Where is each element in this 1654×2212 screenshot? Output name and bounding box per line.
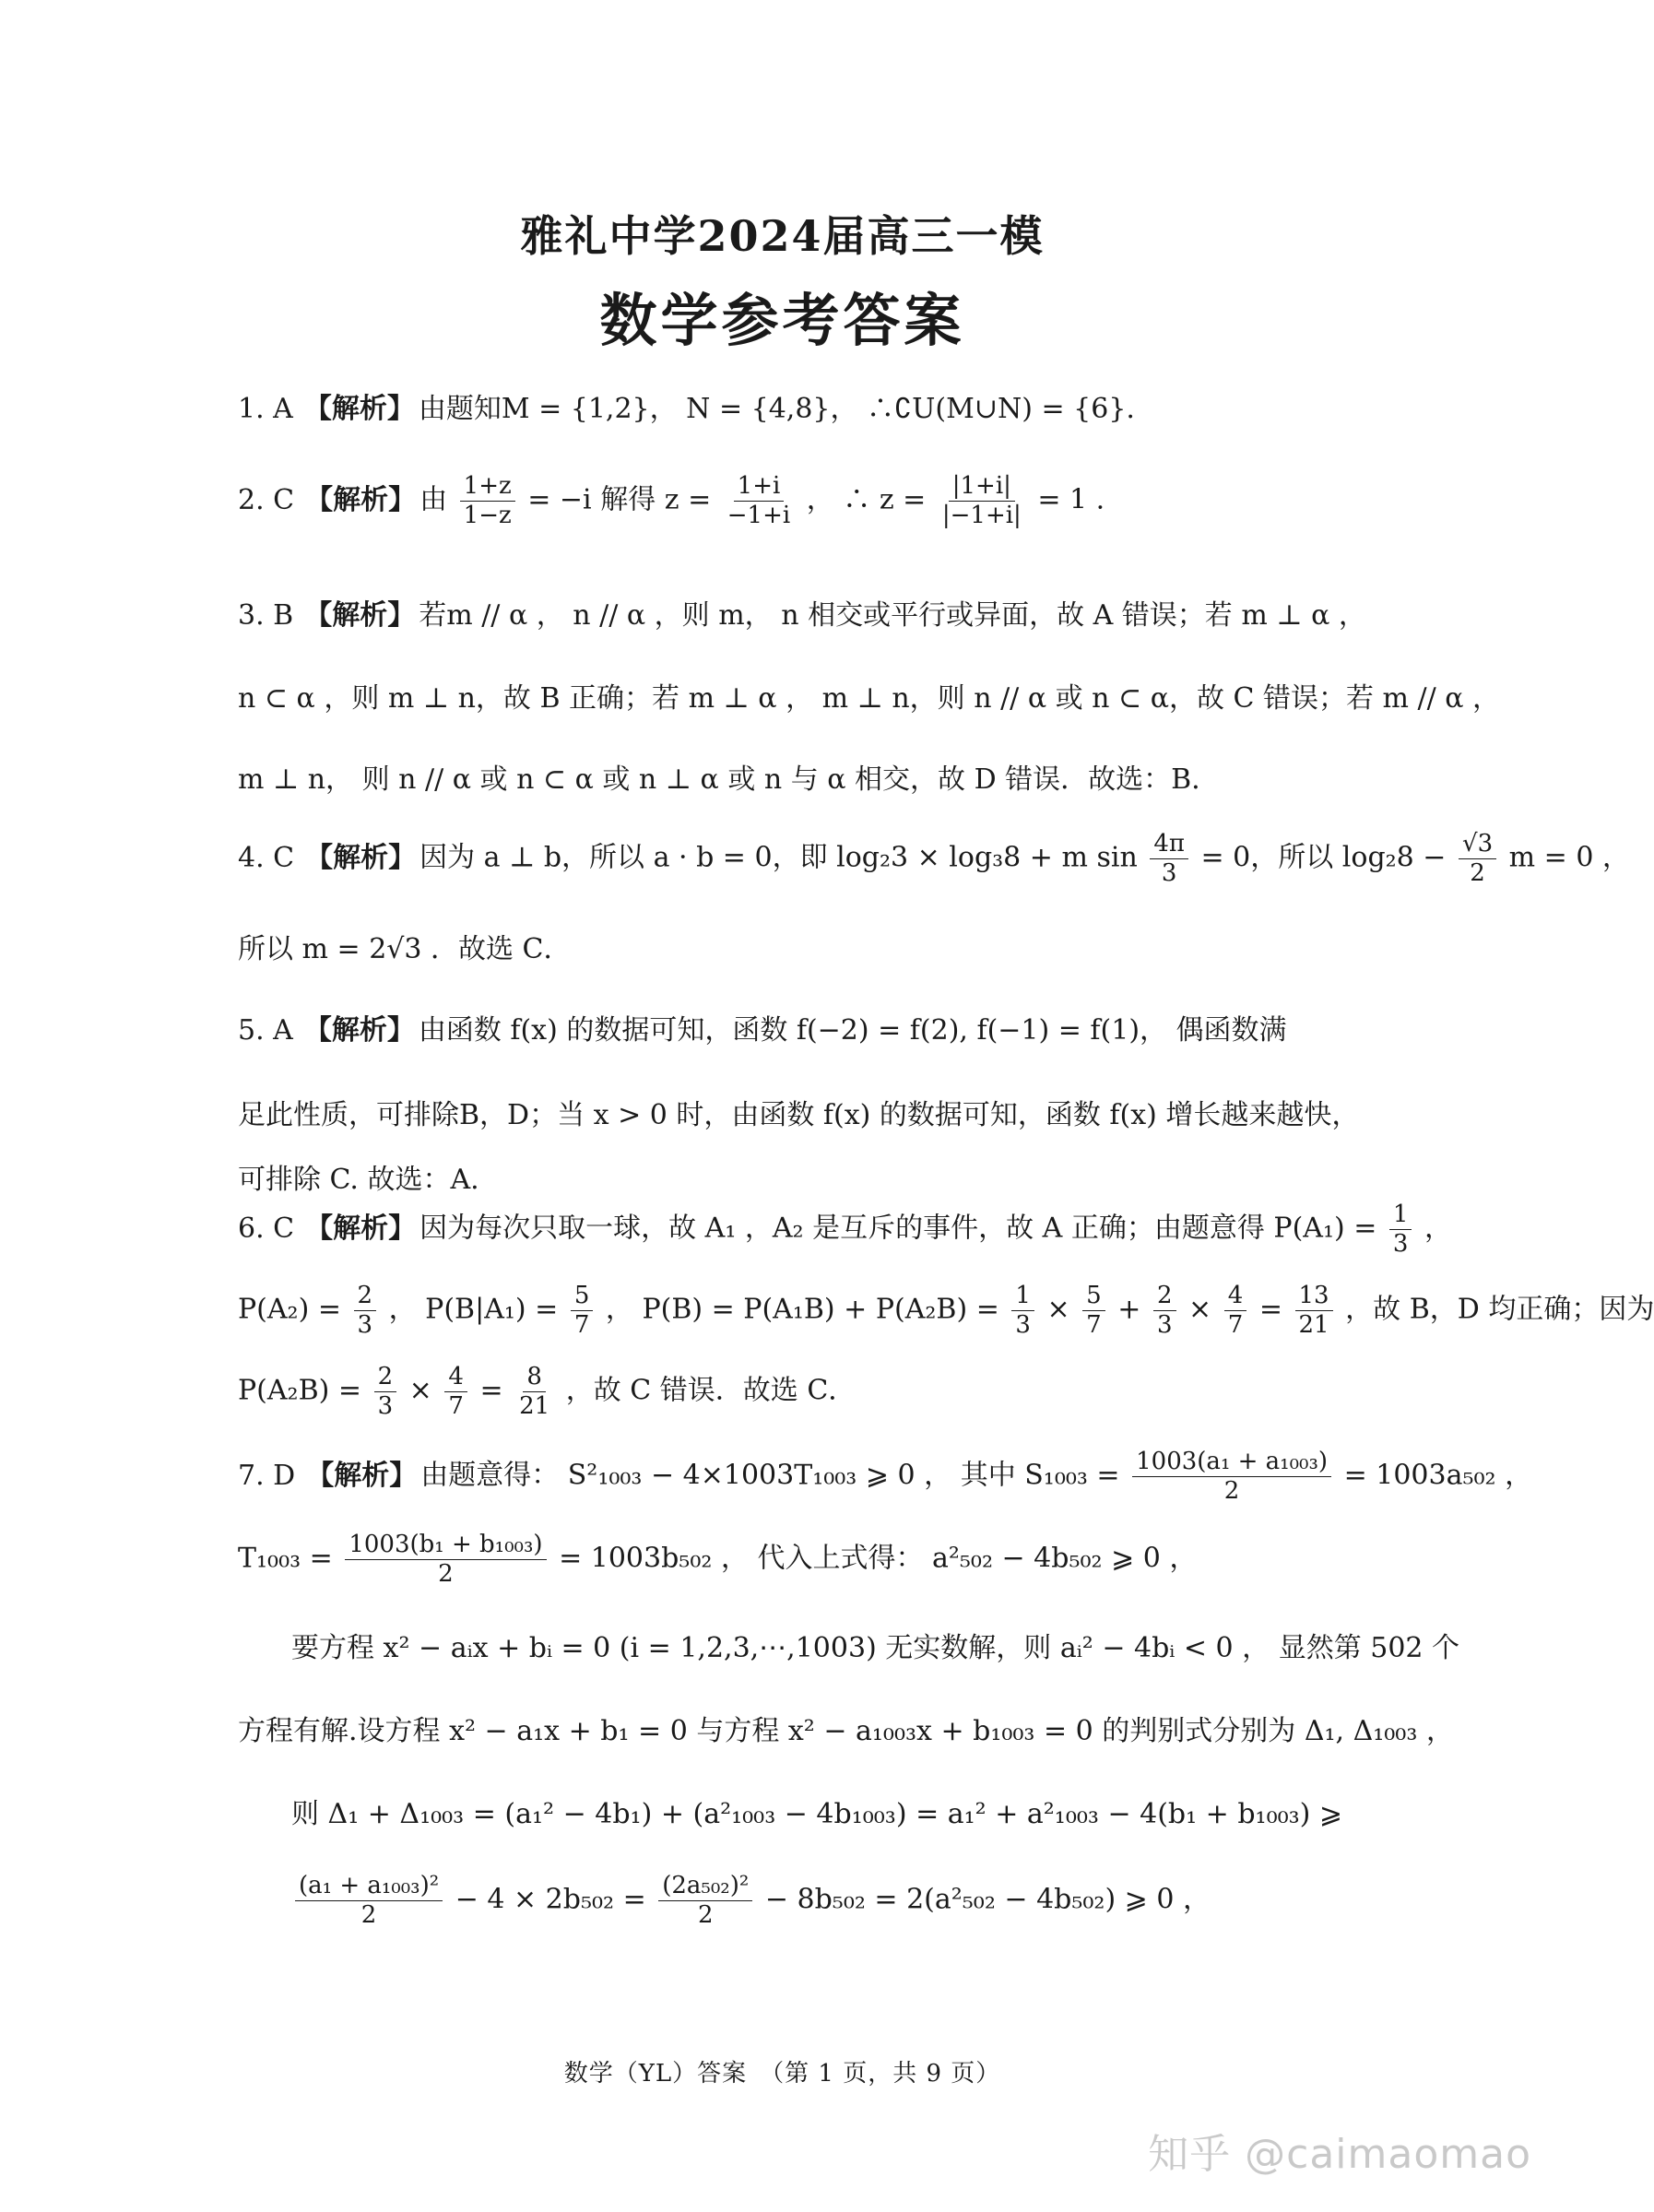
answer-3-line-3: m ⊥ n， 则 n // α 或 n ⊂ α 或 n ⊥ α 或 n 与 α 相交，故 D 错误．故选：B． — [238, 763, 1220, 796]
answer-6-num: 6. C — [238, 1212, 295, 1245]
answer-4-line-1 — [238, 830, 1630, 888]
answer-2-num: 2. C — [238, 483, 295, 516]
answer-6-line-1 — [238, 1201, 1452, 1259]
answer-4-tag: 【解析】 — [305, 841, 417, 874]
answer-6-tag: 【解析】 — [305, 1212, 417, 1245]
answer-3-line-1 — [238, 592, 1366, 633]
answer-2-mid1: = −i 解得 z = — [527, 483, 712, 516]
answer-7-tag: 【解析】 — [306, 1459, 418, 1492]
answer-3-text: 若m // α ， n // α ，则 m， n 相交或平行或异面，故 A 错误；若 m ⊥ α ， — [419, 599, 1366, 632]
answer-5-line-1 — [238, 1007, 1287, 1047]
answer-7-line-3: 要方程 x² − aᵢx + bᵢ = 0 (i = 1,2,3,⋯,1003) 无实数解，则 aᵢ² − 4bᵢ < 0 ， 显然第 502 个 — [291, 1632, 1460, 1664]
answer-3-tag: 【解析】 — [304, 599, 416, 632]
answer-6-line-3: P(A₂B) = $\frac{2}{3}$ × $\frac{4}{7}$ = $\frac{8}{21}$ ，故 C 错误．故选 C． — [238, 1363, 857, 1421]
answer-6-end: ， — [1424, 1212, 1452, 1245]
answer-4-line-2: 所以 m = 2√3 ．故选 C． — [238, 933, 572, 965]
answer-1-tag: 【解析】 — [303, 393, 415, 425]
answer-6-pre: 因为每次只取一球，故 A₁ ，A₂ 是互斥的事件，故 A 正确；由题意得 P(A₁) = — [419, 1212, 1377, 1245]
answer-7-pre: 由题意得： S²₁₀₀₃ − 4×1003T₁₀₀₃ ⩾ 0 ， 其中 S₁₀₀₃ = — [420, 1459, 1120, 1492]
answer-2 — [238, 472, 1105, 530]
answer-7-line-5: 则 Δ₁ + Δ₁₀₀₃ = (a₁² − 4b₁) + (a²₁₀₀₃ − 4b₁₀₀₃) = a₁² + a²₁₀₀₃ − 4(b₁ + b₁₀₀₃) ⩾ — [291, 1798, 1343, 1830]
answer-4-end: m = 0 ， — [1508, 841, 1630, 874]
answer-7-line-1 — [238, 1448, 1532, 1506]
answer-4-num: 4. C — [238, 841, 295, 874]
answer-6-line-2: P(A₂) = $\frac{2}{3}$ ， P(B|A₁) = $\frac{5}{7}$ ， P(B) = P(A₁B) + P(A₂B) = $\frac{1}{3}$ × $\frac{5}{7}$ + $\frac{2}{3}$ × $\frac{4}{7}$ = $\frac{13}{21}$ ，故 B，D 均正确；因为 — [238, 1282, 1654, 1340]
answer-7-end: = 1003a₅₀₂ ， — [1343, 1459, 1533, 1492]
answer-5-line-3: 可排除 C. 故选：A. — [238, 1164, 479, 1196]
page-subtitle: 数学参考答案 — [599, 287, 965, 354]
answer-7-fraction-1: $\frac{\text{1003(a₁ + a₁₀₀₃)}}{2}$ — [1132, 1448, 1331, 1506]
answer-4-mid: = 0，所以 log₂8 − — [1200, 841, 1447, 874]
answer-2-mid2: ， ∴ z = — [806, 483, 927, 516]
answer-2-pre: 由 — [419, 483, 448, 516]
answer-4-fraction-1: $\frac{4\pi}{3}$ — [1150, 830, 1188, 888]
answer-5-tag: 【解析】 — [303, 1014, 415, 1047]
answer-4-fraction-2: $\frac{√3}{2}$ — [1459, 830, 1496, 888]
page-footer: 数学（YL）答案 （第 1 页，共 9 页） — [563, 2060, 1001, 2088]
answer-2-fraction-3: $\frac{|1+i|}{|-1+i|}$ — [941, 472, 1022, 530]
answer-7-line-6: $\frac{\text{(a₁ + a₁₀₀₃)²}}{2}$ − 4 × 2b₅₀₂ = $\frac{\text{(2a₅₀₂)²}}{2}$ − 8b₅₀₂ = 2(a²₅₀₂ − 4b₅₀₂) ⩾ 0 ， — [291, 1872, 1211, 1930]
answer-2-end: = 1 . — [1037, 483, 1105, 516]
answer-7-line-4: 方程有解.设方程 x² − a₁x + b₁ = 0 与方程 x² − a₁₀₀₃x + b₁₀₀₃ = 0 的判别式分别为 Δ₁, Δ₁₀₀₃ ， — [238, 1715, 1454, 1747]
answer-1-text: 由题知M = {1,2}， N = {4,8}， ∴∁U(M∪N) = {6}. — [418, 393, 1135, 425]
answer-5-line-2: 足此性质，可排除B，D；当 x > 0 时，由函数 f(x) 的数据可知，函数 f(x) 增长越来越快， — [238, 1099, 1360, 1131]
answer-1 — [238, 385, 1135, 426]
answer-2-tag: 【解析】 — [305, 483, 417, 516]
answer-3-line-2: n ⊂ α ，则 m ⊥ n，故 B 正确；若 m ⊥ α ， m ⊥ n，则 n // α 或 n ⊂ α，故 C 错误；若 m // α ， — [238, 682, 1501, 715]
answer-2-fraction-2: $\frac{1+i}{-1+i}$ — [727, 472, 791, 530]
answer-7-num: 7. D — [238, 1459, 296, 1492]
answer-2-fraction-1: $\frac{1+z}{1-z}$ — [460, 472, 515, 530]
answer-1-num: 1. A — [238, 393, 293, 425]
answer-5-text: 由函数 f(x) 的数据可知，函数 f(−2) = f(2), f(−1) = f(1)， 偶函数满 — [418, 1014, 1287, 1047]
answer-7-line-2: T₁₀₀₃ = $\frac{\text{1003(b₁ + b₁₀₀₃)}}{2}$ = 1003b₅₀₂ ， 代入上式得： a²₅₀₂ − 4b₅₀₂ ⩾ 0 ， — [238, 1531, 1198, 1589]
answer-5-num: 5. A — [238, 1014, 293, 1047]
page-title: 雅礼中学2024届高三一模 — [520, 211, 1045, 261]
watermark: 知乎 @caimaomao — [1148, 2131, 1531, 2178]
answer-6-fraction-1: $\frac{1}{3}$ — [1389, 1201, 1412, 1259]
answer-3-num: 3. B — [238, 599, 294, 632]
answer-4-pre: 因为 a ⊥ b，所以 a · b = 0，即 log₂3 × log₃8 + m sin — [419, 841, 1138, 874]
